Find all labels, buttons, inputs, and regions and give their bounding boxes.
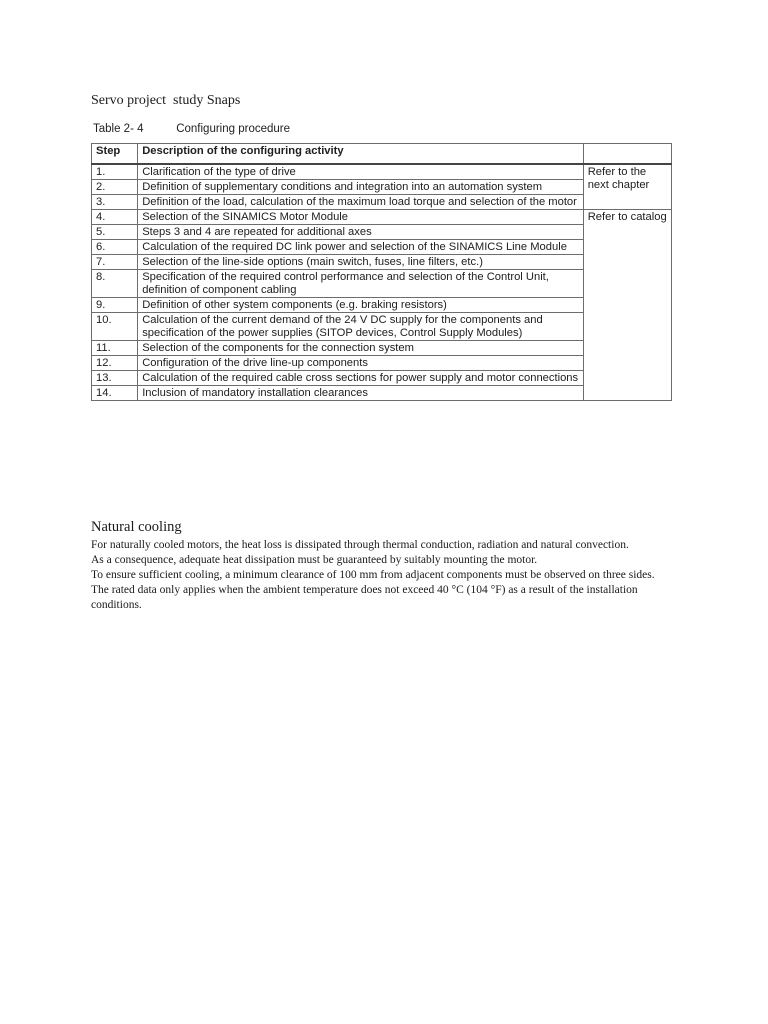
table-row [92, 210, 672, 225]
header-description: Description of the configuring activity [138, 144, 584, 165]
table-header-row [92, 144, 672, 165]
step-description: Selection of the line-side options (main switch, fuses, line filters, etc.) [138, 255, 584, 270]
step-number: 5. [92, 225, 138, 240]
step-number: 8. [92, 270, 138, 298]
step-number: 6. [92, 240, 138, 255]
reference-next-chapter: Refer to the next chapter [583, 164, 671, 210]
table-row [92, 164, 672, 180]
step-number: 14. [92, 386, 138, 401]
page-heading: Servo project study Snaps [91, 93, 241, 108]
step-description: Definition of supplementary conditions and integration into an automation system [138, 180, 584, 195]
table-caption [93, 123, 290, 135]
table-caption-title: Configuring procedure [176, 123, 290, 135]
step-description: Calculation of the required DC link power and selection of the SINAMICS Line Module [138, 240, 584, 255]
paragraph: As a consequence, adequate heat dissipation must be guaranteed by suitably mounting the motor. [91, 554, 538, 566]
step-description: Calculation of the required cable cross sections for power supply and motor connections [138, 371, 584, 386]
step-description: Definition of other system components (e.g. braking resistors) [138, 298, 584, 313]
step-description: Calculation of the current demand of the 24 V DC supply for the components and specification of the power supplies (SITOP devices, Control Supply Modules) [138, 313, 584, 341]
step-number: 13. [92, 371, 138, 386]
step-number: 4. [92, 210, 138, 225]
step-number: 7. [92, 255, 138, 270]
step-number: 10. [92, 313, 138, 341]
step-number: 1. [92, 164, 138, 180]
section-body [91, 538, 691, 613]
step-description: Definition of the load, calculation of the maximum load torque and selection of the motor [138, 195, 584, 210]
step-description: Specification of the required control performance and selection of the Control Unit, definition of component cabling [138, 270, 584, 298]
step-number: 2. [92, 180, 138, 195]
step-description: Selection of the components for the connection system [138, 341, 584, 356]
step-number: 3. [92, 195, 138, 210]
paragraph: To ensure sufficient cooling, a minimum clearance of 100 mm from adjacent components must be observed on three sides. [91, 569, 655, 581]
header-reference [583, 144, 671, 165]
step-number: 11. [92, 341, 138, 356]
step-number: 9. [92, 298, 138, 313]
step-description: Clarification of the type of drive [138, 164, 584, 180]
configuring-procedure-table [91, 143, 672, 401]
reference-catalog: Refer to catalog [583, 210, 671, 401]
step-number: 12. [92, 356, 138, 371]
step-description: Inclusion of mandatory installation clearances [138, 386, 584, 401]
step-description: Selection of the SINAMICS Motor Module [138, 210, 584, 225]
paragraph: For naturally cooled motors, the heat loss is dissipated through thermal conduction, radiation and natural convection. [91, 539, 629, 551]
step-description: Configuration of the drive line-up components [138, 356, 584, 371]
step-description: Steps 3 and 4 are repeated for additional axes [138, 225, 584, 240]
table-caption-number: Table 2- 4 [93, 123, 144, 135]
section-title: Natural cooling [91, 519, 182, 535]
header-step: Step [92, 144, 138, 165]
paragraph: The rated data only applies when the ambient temperature does not exceed 40 °C (104 °F) as a result of the installation conditions. [91, 584, 638, 611]
